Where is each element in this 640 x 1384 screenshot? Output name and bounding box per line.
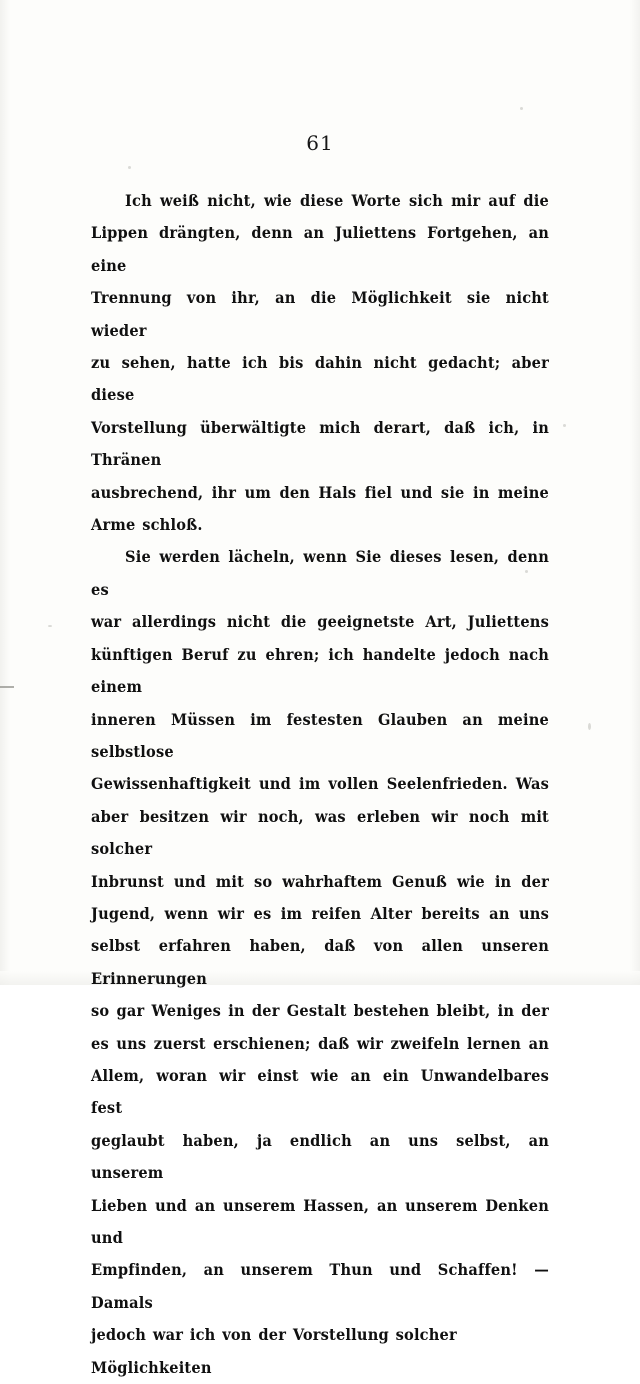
text-line: aber besitzen wir noch, was erleben wir noch mit solcher	[91, 806, 549, 859]
text-line: Trennung von ihr, an die Möglichkeit sie nicht wieder	[91, 288, 549, 340]
text-line: selbst erfahren haben, daß von allen unseren Erinnerungen	[91, 936, 549, 988]
text-line: Arme schloß.	[91, 515, 203, 535]
text-line: Ich weiß nicht, wie diese Worte sich mir auf die	[125, 191, 549, 210]
body-text	[91, 155, 549, 1384]
text-line: geglaubt haben, ja endlich an uns selbst, an unserem	[91, 1130, 549, 1183]
text-line: so gar Weniges in der Gestalt bestehen bleibt, in der	[91, 1001, 549, 1021]
text-line: künftigen Beruf zu ehren; ich handelte jedoch nach einem	[91, 644, 549, 697]
text-line: Sie werden lächeln, wenn Sie dieses lesen, denn es	[91, 547, 549, 599]
text-line: war allerdings nicht die geeignetste Art, Juliettens	[91, 612, 549, 632]
paragraph-2	[91, 541, 549, 1384]
text-line: Gewissenhaftigkeit und im vollen Seelenfrieden. Was	[91, 774, 549, 794]
page-number: 61	[306, 131, 334, 155]
text-line: jedoch war ich von der Vorstellung solcher Möglichkeiten	[91, 1325, 457, 1377]
text-line: Vorstellung überwältigte mich derart, daß ich, in Thränen	[91, 417, 549, 470]
text-line: Allem, woran wir einst wie an ein Unwandelbares fest	[91, 1065, 549, 1118]
text-line: inneren Müssen im festesten Glauben an meine selbstlose	[91, 709, 549, 761]
text-line: Lippen drängten, denn an Juliettens Fortgehen, an eine	[91, 223, 549, 275]
text-line: ausbrechend, ihr um den Hals fiel und sie in meine	[91, 482, 549, 502]
text-line: Jugend, wenn wir es im reifen Alter bereits an uns	[91, 903, 549, 923]
text-line: zu sehen, hatte ich bis dahin nicht gedacht; aber diese	[91, 353, 549, 405]
text-line: Inbrunst und mit so wahrhaftem Genuß wie in der	[91, 871, 549, 891]
paragraph-1	[91, 185, 549, 541]
text-line: Empfinden, an unserem Thun und Schaffen! — Damals	[91, 1260, 549, 1312]
text-line: es uns zuerst erschienen; daß wir zweifeln lernen an	[91, 1033, 549, 1053]
text-line: Lieben und an unserem Hassen, an unserem Denken und	[91, 1195, 549, 1247]
